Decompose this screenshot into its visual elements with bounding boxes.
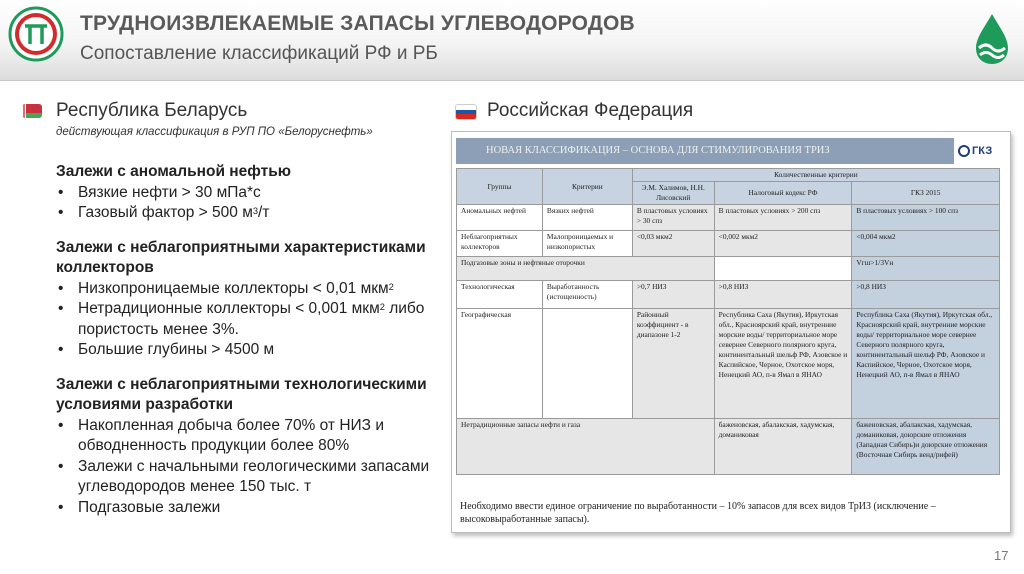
- belarus-heading: Республика Беларусь: [56, 100, 248, 121]
- criteria-item: • Залежи с начальными геологическими запасами углеводородов менее 150 тыс. т: [56, 457, 456, 498]
- col-header-quant: Количественные критерии: [632, 169, 999, 182]
- classification-table: [456, 168, 1000, 475]
- gkz-badge: ГКЗ: [958, 138, 1004, 164]
- belarus-subheading: действующая классификация в РУП ПО «Белоруснефть»: [56, 126, 373, 138]
- criteria-item: • Большие глубины > 4500 м: [56, 340, 456, 361]
- table-row: Неблагоприятных коллекторов Малопроницаемых и низкопористых <0,03 мкм2 <0,002 мкм2 <0,004 мкм2: [457, 231, 1000, 257]
- page-number: 17: [994, 548, 1009, 563]
- criteria-block-title: Залежи с неблагоприятными характеристиками коллекторов: [56, 238, 426, 276]
- criteria-item: • Вязкие нефти > 30 мПа*с: [56, 183, 456, 204]
- table-row: Подгазовые зоны и нефтяные оторочки Vгш>1/3Vн: [457, 257, 1000, 281]
- criteria-item: • Накопленная добыча более 70% от НИЗ и обводненность продукции более 80%: [56, 416, 456, 457]
- col-header-criteria: Критерии: [542, 169, 632, 205]
- criteria-item: • Нетрадиционные коллекторы < 0,001 мкм$^2$ либо пористость менее 3%.: [56, 299, 456, 340]
- table-row: Аномальных нефтей Вязких нефтей В пластовых условиях > 30 спз В пластовых условиях > 200 спз В пластовых условиях > 100 спз: [457, 205, 1000, 231]
- belarus-criteria: [56, 162, 456, 532]
- table-title: НОВАЯ КЛАССИФИКАЦИЯ – ОСНОВА ДЛЯ СТИМУЛИРОВАНИЯ ТРИЗ: [456, 138, 954, 164]
- table-footnote: Необходимо ввести единое ограничение по выработанности – 10% запасов для всех видов ТрИЗ (исключение – высоковыработанные запасы).: [460, 501, 936, 525]
- criteria-block-title: Залежи с аномальной нефтью: [56, 163, 292, 180]
- col-header-groups: Группы: [457, 169, 543, 205]
- table-row: Географическая Районный коэффициент - в диапазоне 1-2 Республика Саха (Якутия), Иркутская обл., Красноярский край, внутренние морские воды/ территориальное море севернее Северного полярного круга, континентальный шельф РФ, Азовское и Каспийское, Черное, Охотское моря, Ненецкий АО, п-в Ямал в ЯНАО Республика Саха (Якутия), Иркутская обл., Красноярский край, внутренние морские воды/ территориальное море севернее Северного полярного круга, континентальный шельф РФ, Азовское и Каспийское, Черное, Охотское моря, Ненецкий АО, п-в Ямал в ЯНАО: [457, 309, 1000, 419]
- criteria-block: [56, 375, 456, 519]
- criteria-item: • Низкопроницаемые коллекторы < 0,01 мкм$^2$: [56, 279, 456, 300]
- company-logo-icon: [8, 6, 64, 62]
- table-row: Технологическая Выработанность (истощенность) >0,7 НИЗ >0,8 НИЗ >0,8 НИЗ: [457, 281, 1000, 309]
- classification-table-image: [451, 131, 1011, 533]
- table-row: Нетрадиционные запасы нефти и газа баженовская, абалакская, хадумская, доманиковая баженовская, абалакская, хадумская, доманиковая, доюрские отложения (Западная Сибирь)и доюрские отложения (Восточная Сибирь венд/рифей): [457, 419, 1000, 475]
- belarus-flag-icon: [22, 104, 42, 118]
- criteria-item: • Подгазовые залежи: [56, 498, 456, 519]
- criteria-block-title: Залежи с неблагоприятными технологическими условиями разработки: [56, 375, 427, 413]
- slide-title: ТРУДНОИЗВЛЕКАЕМЫЕ ЗАПАСЫ УГЛЕВОДОРОДОВ: [80, 12, 635, 35]
- slide-subtitle: Сопоставление классификаций РФ и РБ: [80, 43, 438, 64]
- criteria-item: • Газовый фактор > 500 $м^3/т$: [56, 203, 456, 224]
- criteria-block: [56, 238, 456, 361]
- russia-flag-icon: [455, 104, 477, 120]
- russia-heading: Российская Федерация: [487, 100, 694, 121]
- slide-header: [0, 0, 1024, 81]
- gkz-logo-icon: [958, 145, 970, 157]
- criteria-block: [56, 162, 456, 224]
- col-header-tax-code: Налоговый кодекс РФ: [714, 182, 852, 205]
- oil-drop-logo-icon: [972, 12, 1012, 66]
- col-header-gkz2015: ГКЗ 2015: [852, 182, 1000, 205]
- col-header-khalimov: Э.М. Халимов, Н.Н. Лисовский: [632, 182, 714, 205]
